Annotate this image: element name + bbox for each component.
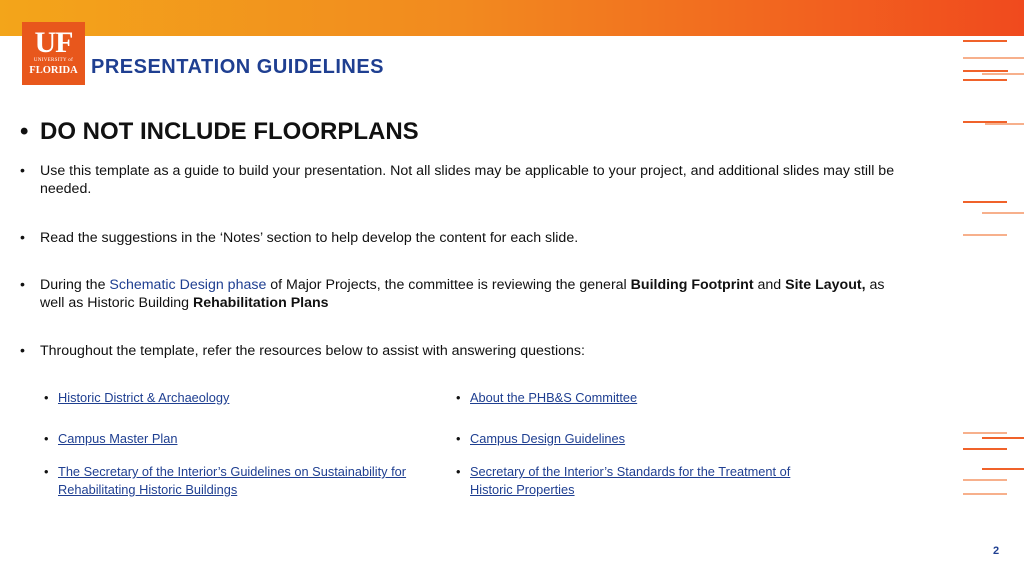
bullet-icon: • bbox=[20, 118, 29, 145]
main-heading-text: DO NOT INCLUDE FLOORPLANS bbox=[40, 118, 419, 145]
bullet-icon: • bbox=[456, 464, 461, 479]
bullet-text: Throughout the template, refer the resources below to assist with answering questions: bbox=[40, 343, 585, 359]
bullet-template-guide bbox=[20, 162, 910, 198]
bullet-icon: • bbox=[44, 390, 49, 405]
bullet-icon: • bbox=[20, 163, 25, 179]
top-gradient-bar bbox=[0, 0, 1024, 36]
deco-line bbox=[963, 57, 1024, 59]
bullet-icon: • bbox=[20, 277, 25, 293]
bullet-icon: • bbox=[456, 390, 461, 405]
resource-item bbox=[456, 430, 836, 448]
building-footprint-text: Building Footprint bbox=[630, 277, 754, 293]
bullet-icon: • bbox=[20, 343, 25, 359]
uf-logo bbox=[22, 22, 85, 85]
bullet-icon: • bbox=[456, 431, 461, 446]
deco-line bbox=[963, 493, 1007, 495]
schematic-design-phase-text: Schematic Design phase bbox=[109, 277, 267, 293]
link-phbs-committee[interactable]: About the PHB&S Committee bbox=[470, 390, 638, 405]
page-title: PRESENTATION GUIDELINES bbox=[91, 56, 385, 78]
site-layout-text: Site Layout, bbox=[785, 277, 866, 293]
resource-item bbox=[456, 389, 836, 407]
bullet-text: Read the suggestions in the ‘Notes’ section to help develop the content for each slide. bbox=[40, 230, 579, 246]
bullet-schematic-design bbox=[20, 276, 910, 312]
bullet-icon: • bbox=[44, 464, 49, 479]
resource-item bbox=[44, 389, 444, 407]
deco-line bbox=[982, 468, 1024, 470]
rehabilitation-plans-text: Rehabilitation Plans bbox=[192, 295, 329, 311]
resource-item bbox=[456, 463, 836, 499]
bullet-notes-section bbox=[20, 229, 910, 247]
bullet-resources-intro bbox=[20, 342, 910, 360]
deco-line bbox=[963, 234, 1007, 236]
link-treatment-standards[interactable]: Secretary of the Interior’s Standards for the Treatment of Historic Properties bbox=[470, 464, 791, 497]
deco-line bbox=[963, 70, 1008, 72]
deco-line bbox=[963, 432, 1007, 434]
deco-line bbox=[963, 40, 1007, 42]
link-campus-master-plan[interactable]: Campus Master Plan bbox=[58, 431, 178, 446]
deco-line bbox=[982, 212, 1024, 214]
deco-line bbox=[963, 448, 1007, 450]
bullet-icon: • bbox=[44, 431, 49, 446]
resource-item bbox=[44, 463, 444, 499]
deco-line bbox=[982, 73, 1024, 75]
logo-letters: UF bbox=[34, 26, 73, 59]
logo-university: UNIVERSITY of bbox=[33, 58, 74, 63]
deco-line bbox=[985, 123, 1024, 125]
deco-line bbox=[982, 437, 1024, 439]
bullet-icon: • bbox=[20, 230, 25, 246]
main-heading bbox=[20, 118, 419, 146]
link-historic-district-archaeology[interactable]: Historic District & Archaeology bbox=[58, 390, 230, 405]
bullet-text: During the Schematic Design phase of Major Projects, the committee is reviewing the general Building Footprint and Site Layout, as well as Historic Building Rehabilitation Plans bbox=[40, 277, 885, 311]
deco-line bbox=[963, 479, 1007, 481]
logo-florida: FLORIDA bbox=[29, 65, 78, 76]
deco-line bbox=[963, 201, 1007, 203]
deco-line bbox=[963, 79, 1007, 81]
link-campus-design-guidelines[interactable]: Campus Design Guidelines bbox=[470, 431, 626, 446]
resource-item bbox=[44, 430, 444, 448]
page-number: 2 bbox=[993, 545, 1000, 557]
link-sustainability-guidelines[interactable]: The Secretary of the Interior’s Guidelines on Sustainability for Rehabilitating Historic Buildings bbox=[58, 464, 407, 497]
bullet-text: Use this template as a guide to build your presentation. Not all slides may be applicable to your project, and additional slides may still be needed. bbox=[40, 163, 895, 197]
